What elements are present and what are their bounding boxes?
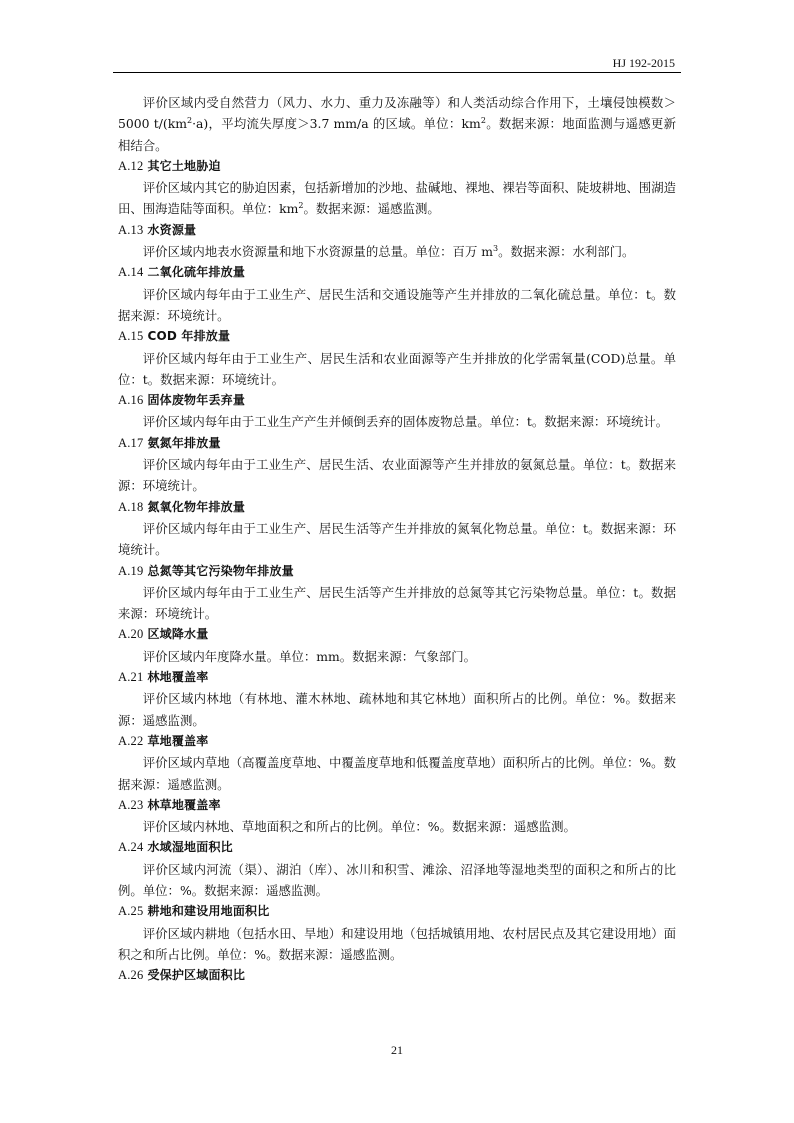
section-title: 其它土地胁迫 [147,158,221,173]
intro-text-3: 。数据来源：地面监测与遥感更新相结合。 [118,116,676,153]
section-body [118,582,676,625]
unit-superscript: 2 [298,201,304,211]
section-body-text-after: 。数据来源：遥感监测。 [303,201,440,217]
section-number: A.25 [118,904,144,919]
section-body [118,177,676,220]
section-title: 二氧化硫年排放量 [147,265,246,280]
section-heading [118,667,676,688]
section-body-text: 评价区域内每年由于工业生产产生并倾倒丢弃的固体废物总量。单位：t。数据来源：环境统计。 [142,414,669,430]
section-heading [118,837,676,858]
section-title: 林草地覆盖率 [147,797,221,812]
section-number: A.17 [118,435,144,450]
section-number: A.18 [118,499,144,514]
section-body-text: 评价区域内年度降水量。单位：mm。数据来源：气象部门。 [142,648,477,664]
main-content [118,92,676,986]
section-body [118,241,676,262]
section-body-text: 评价区域内每年由于工业生产、居民生活等产生并排放的总氮等其它污染物总量。单位：t。数据来源：环境统计。 [118,584,676,622]
section-title: 受保护区域面积比 [147,968,246,983]
section-title: 固体废物年丢弃量 [147,393,246,408]
section-heading [118,156,676,177]
section-heading [118,497,676,518]
section-title: 氨氮年排放量 [147,435,221,450]
section-body [118,859,676,902]
section-body [118,284,676,327]
section-title: 总氮等其它污染物年排放量 [147,563,294,578]
section-number: A.20 [118,627,144,642]
section-body [118,518,676,561]
section-body-text: 评价区域内其它的胁迫因素，包括新增加的沙地、盐碱地、裸地、裸岩等面积、陡坡耕地、围湖造田、围海造陆等面积。单位：km [118,180,676,217]
section-body-text: 评价区域内草地（高覆盖度草地、中覆盖度草地和低覆盖度草地）面积所占的比例。单位：%。数据来源：遥感监测。 [118,755,676,792]
unit-superscript: 3 [493,243,499,253]
intro-text-1: 评价区域内受自然营力（风力、水力、重力及冻融等）和人类活动综合作用下，土壤侵蚀模数＞5000 t/(km [118,95,676,132]
section-heading [118,624,676,645]
section-body-text: 评价区域内耕地（包括水田、旱地）和建设用地（包括城镇用地、农村居民点及其它建设用地）面积之和所占比例。单位：%。数据来源：遥感监测。 [118,925,676,962]
section-number: A.13 [118,222,144,237]
section-number: A.24 [118,840,144,855]
section-body-text: 评价区域内河流（渠）、湖泊（库）、冰川和积雪、滩涂、沼泽地等湿地类型的面积之和所占的比例。单位：%。数据来源：遥感监测。 [118,861,676,898]
header-rule [113,72,681,73]
section-number: A.12 [118,158,144,173]
intro-superscript-2: 2 [480,116,486,126]
section-body [118,411,676,432]
document-code: HJ 192-2015 [612,56,675,70]
section-body-text: 评价区域内每年由于工业生产、居民生活和农业面源等产生并排放的化学需氧量(COD)总量。单位：t。数据来源：环境统计。 [118,350,676,387]
section-body [118,923,676,966]
section-body [118,752,676,795]
page-number: 21 [391,1043,403,1057]
section-heading [118,433,676,454]
section-heading [118,390,676,411]
section-body-text: 评价区域内林地（有林地、灌木林地、疏林地和其它林地）面积所占的比例。单位：%。数据来源：遥感监测。 [118,691,676,728]
section-number: A.26 [118,968,144,983]
section-title: 草地覆盖率 [147,733,209,748]
section-title: 水资源量 [147,222,197,237]
section-title: 水域湿地面积比 [147,840,233,855]
intro-text-2: ·a)，平均流失厚度＞3.7 mm/a 的区域。单位：km [192,116,481,132]
section-number: A.23 [118,797,144,812]
sections-list [118,156,676,987]
section-heading [118,220,676,241]
section-heading [118,262,676,283]
section-heading [118,326,676,347]
section-body [118,454,676,497]
section-heading [118,561,676,582]
section-title: 氮氧化物年排放量 [147,499,246,514]
section-number: A.19 [118,563,144,578]
section-body [118,688,676,731]
section-heading [118,965,676,986]
section-heading [118,901,676,922]
section-heading [118,731,676,752]
section-heading [118,795,676,816]
section-body-text: 评价区域内每年由于工业生产、居民生活等产生并排放的氮氧化物总量。单位：t。数据来源：环境统计。 [118,520,676,558]
section-body [118,816,676,837]
section-title: COD 年排放量 [147,329,231,344]
section-number: A.21 [118,670,144,685]
section-title: 林地覆盖率 [147,670,209,685]
section-body-text-after: 。数据来源：水利部门。 [498,244,635,260]
section-number: A.22 [118,733,144,748]
section-number: A.16 [118,393,144,408]
section-body [118,646,676,667]
intro-superscript-1: 2 [187,116,193,126]
section-title: 区域降水量 [147,627,209,642]
section-number: A.15 [118,329,144,344]
section-body-text: 评价区域内每年由于工业生产、居民生活、农业面源等产生并排放的氨氮总量。单位：t。数据来源：环境统计。 [118,457,676,494]
section-number: A.14 [118,265,144,280]
section-body-text: 评价区域内林地、草地面积之和所占的比例。单位：%。数据来源：遥感监测。 [142,819,576,835]
intro-paragraph [118,92,676,156]
section-body-text: 评价区域内每年由于工业生产、居民生活和交通设施等产生并排放的二氧化硫总量。单位：t。数据来源：环境统计。 [118,286,676,323]
section-body-text: 评价区域内地表水资源量和地下水资源量的总量。单位：百万 m [142,244,494,260]
section-title: 耕地和建设用地面积比 [147,904,270,919]
section-body [118,348,676,391]
